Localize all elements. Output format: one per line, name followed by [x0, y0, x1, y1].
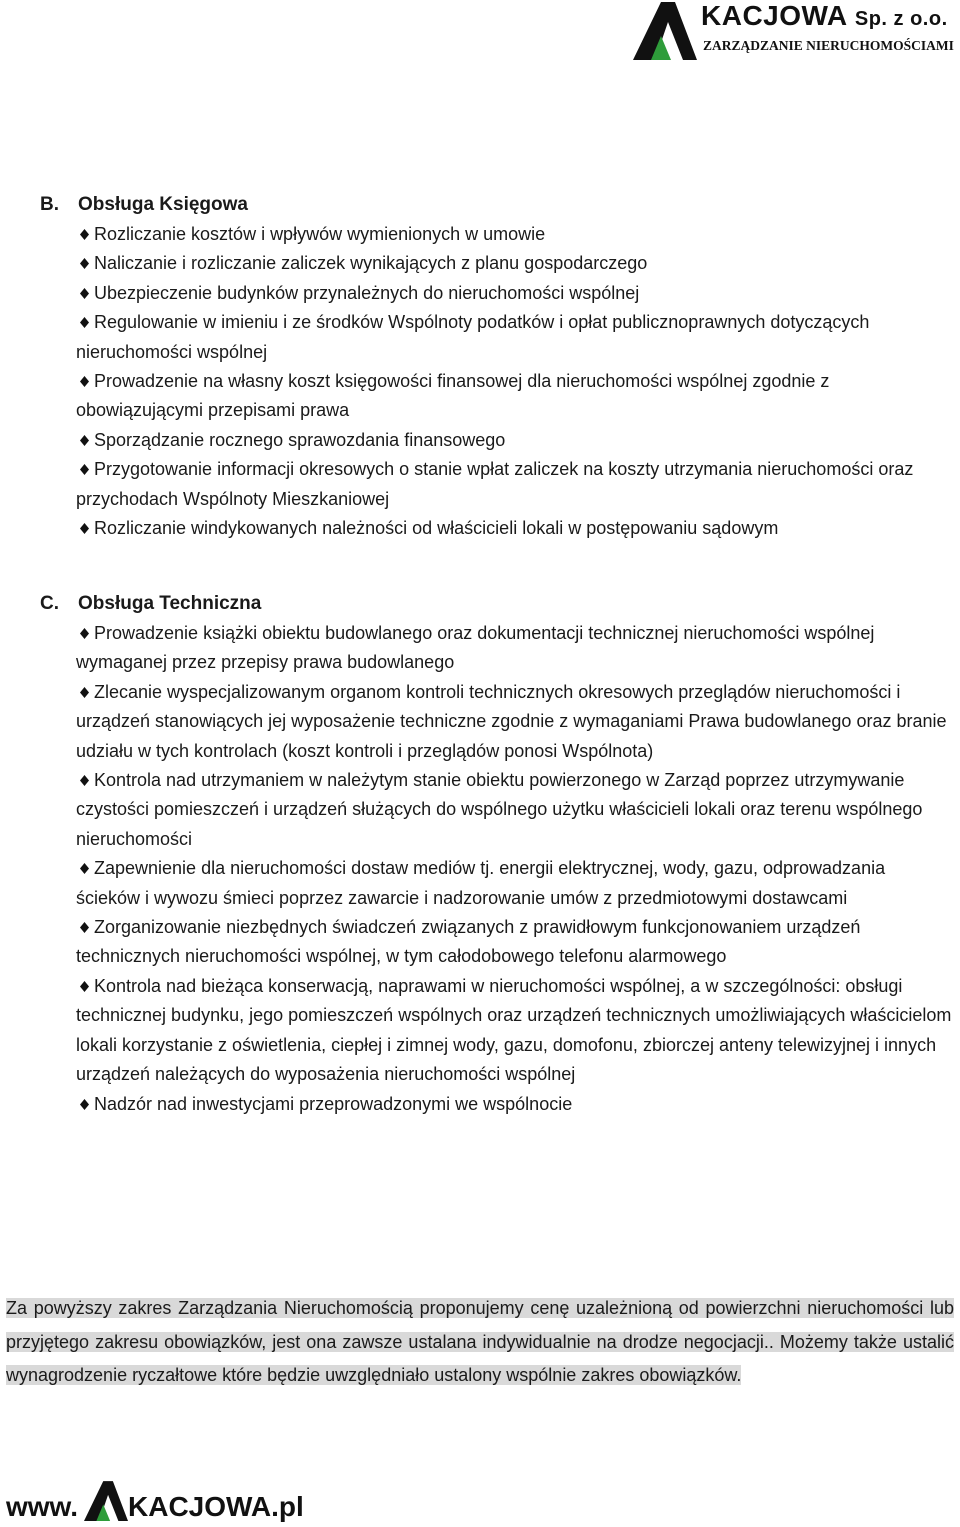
list-item	[40, 426, 952, 455]
list-item	[40, 220, 952, 249]
list-item	[40, 308, 952, 367]
list-item	[40, 913, 952, 972]
list-item-text: Kontrola nad bieżąca konserwacją, naprawami w nieruchomości wspólnej, a w szczególności: obsługi technicznej budynku, jego pomieszczeń wspólnych oraz urządzeń technicznych umożliwiających właścicielom lokali korzystanie z oświetlenia, ciepłej i zimnej wody, gazu, domofonu, zbiorczej anteny telewizyjnej i innych urządzeń należących do wyposażenia nieruchomości wspólnej	[76, 975, 952, 1085]
list-item-text: Nadzór nad inwestycjami przeprowadzonymi we wspólnocie	[94, 1093, 573, 1114]
diamond-bullet-icon	[80, 1099, 89, 1108]
section-accounting	[40, 190, 952, 543]
list-item	[40, 1090, 952, 1119]
diamond-bullet-icon	[80, 317, 89, 326]
website-logo: www. KACJOWA.pl	[6, 1475, 306, 1525]
diamond-bullet-icon	[80, 464, 89, 473]
diamond-bullet-icon	[80, 258, 89, 267]
list-item	[40, 972, 952, 1090]
list-item	[40, 619, 952, 678]
diamond-bullet-icon	[80, 863, 89, 872]
list-item-text: Prowadzenie na własny koszt księgowości finansowej dla nieruchomości wspólnej zgodnie z obowiązującymi przepisami prawa	[76, 371, 830, 421]
list-item	[40, 854, 952, 913]
diamond-bullet-icon	[80, 687, 89, 696]
list-item	[40, 766, 952, 854]
pricing-note: Za powyższy zakres Zarządzania Nieruchomością proponujemy cenę uzależnioną od powierzchni nieruchomości lub przyjętego zakresu obowiązków, jest ona zawsze ustalana indywidualnie na drodze negocjacji.. Możemy także ustalić wynagrodzenie ryczałtowe które będzie uwzględniało ustalony wspólnie zakres obowiązków.	[6, 1298, 954, 1385]
list-item-text: Rozliczanie windykowanych należności od właścicieli lokali w postępowaniu sądowym	[94, 518, 779, 539]
list-item	[40, 367, 952, 426]
list-item	[40, 455, 952, 514]
logo-mark-icon	[633, 2, 697, 60]
diamond-bullet-icon	[80, 229, 89, 238]
list-item	[40, 249, 952, 278]
diamond-bullet-icon	[80, 775, 89, 784]
list-item	[40, 514, 952, 543]
list-item-text: Regulowanie w imieniu i ze środków Wspólnoty podatków i opłat publicznoprawnych dotyczących nieruchomości wspólnej	[76, 312, 870, 362]
list-item-text: Kontrola nad utrzymaniem w należytym stanie obiektu powierzonego w Zarząd poprzez utrzymywanie czystości pomieszczeń i urządzeń służących do wspólnego użytku właścicieli lokali oraz terenu wspólnego nieruchomości	[76, 770, 923, 849]
list-item-text: Zorganizowanie niezbędnych świadczeń związanych z prawidłowym funkcjonowaniem urządzeń technicznych nieruchomości wspólnej, w tym całodobowego telefonu alarmowego	[76, 917, 861, 967]
company-logo	[633, 0, 953, 62]
list-item-text: Zapewnienie dla nieruchomości dostaw mediów tj. energii elektrycznej, wody, gazu, odprowadzania ścieków i wywozu śmieci poprzez zawarcie i nadzorowanie umów z przedmiotowymi dostawcami	[76, 858, 886, 908]
list-item	[40, 678, 952, 766]
list-item-text: Rozliczanie kosztów i wpływów wymienionych w umowie	[94, 224, 546, 244]
list-item-text: Sporządzanie rocznego sprawozdania finansowego	[94, 429, 506, 450]
list-item-text: Zlecanie wyspecjalizowanym organom kontroli technicznych okresowych przeglądów nieruchomości i urządzeń stanowiących jej wyposażenie techniczne zgodnie z wymaganiami Prawa budowlanego oraz branie udziału w tych kontrolach (koszt kontroli i przeglądów ponosi Wspólnota)	[76, 681, 947, 761]
list-item-text: Przygotowanie informacji okresowych o stanie wpłat zaliczek na koszty utrzymania nieruchomości oraz przychodach Wspólnoty Mieszkaniowej	[76, 459, 914, 509]
diamond-bullet-icon	[80, 435, 89, 444]
diamond-bullet-icon	[80, 922, 89, 931]
list-item-text: Ubezpieczenie budynków przynależnych do nieruchomości wspólnej	[94, 282, 640, 303]
diamond-bullet-icon	[80, 376, 89, 385]
section-heading: C. Obsługa Techniczna	[40, 593, 262, 614]
logo-mark-icon	[84, 1479, 128, 1523]
technical-list	[40, 619, 952, 1119]
list-item-text: Naliczanie i rozliczanie zaliczek wynikających z planu gospodarczego	[94, 253, 648, 274]
section-technical	[40, 589, 952, 1119]
list-item	[40, 279, 952, 308]
diamond-bullet-icon	[80, 288, 89, 297]
diamond-bullet-icon	[80, 628, 89, 637]
logo-subtitle: ZARZĄDZANIE NIERUCHOMOŚCIAMI	[703, 38, 954, 53]
section-title: Obsługa Księgowa	[78, 194, 248, 215]
diamond-bullet-icon	[80, 523, 89, 532]
section-title: Obsługa Techniczna	[78, 593, 262, 614]
logo-brand: KACJOWA Sp. z o.o.	[701, 0, 948, 31]
accounting-list	[40, 220, 952, 543]
list-item-text: Prowadzenie książki obiektu budowlanego oraz dokumentacji technicznej nieruchomości wspólnej wymaganej przez przepisy prawa budowlanego	[76, 623, 875, 673]
section-heading: B. Obsługa Księgowa	[40, 194, 248, 215]
diamond-bullet-icon	[80, 981, 89, 990]
